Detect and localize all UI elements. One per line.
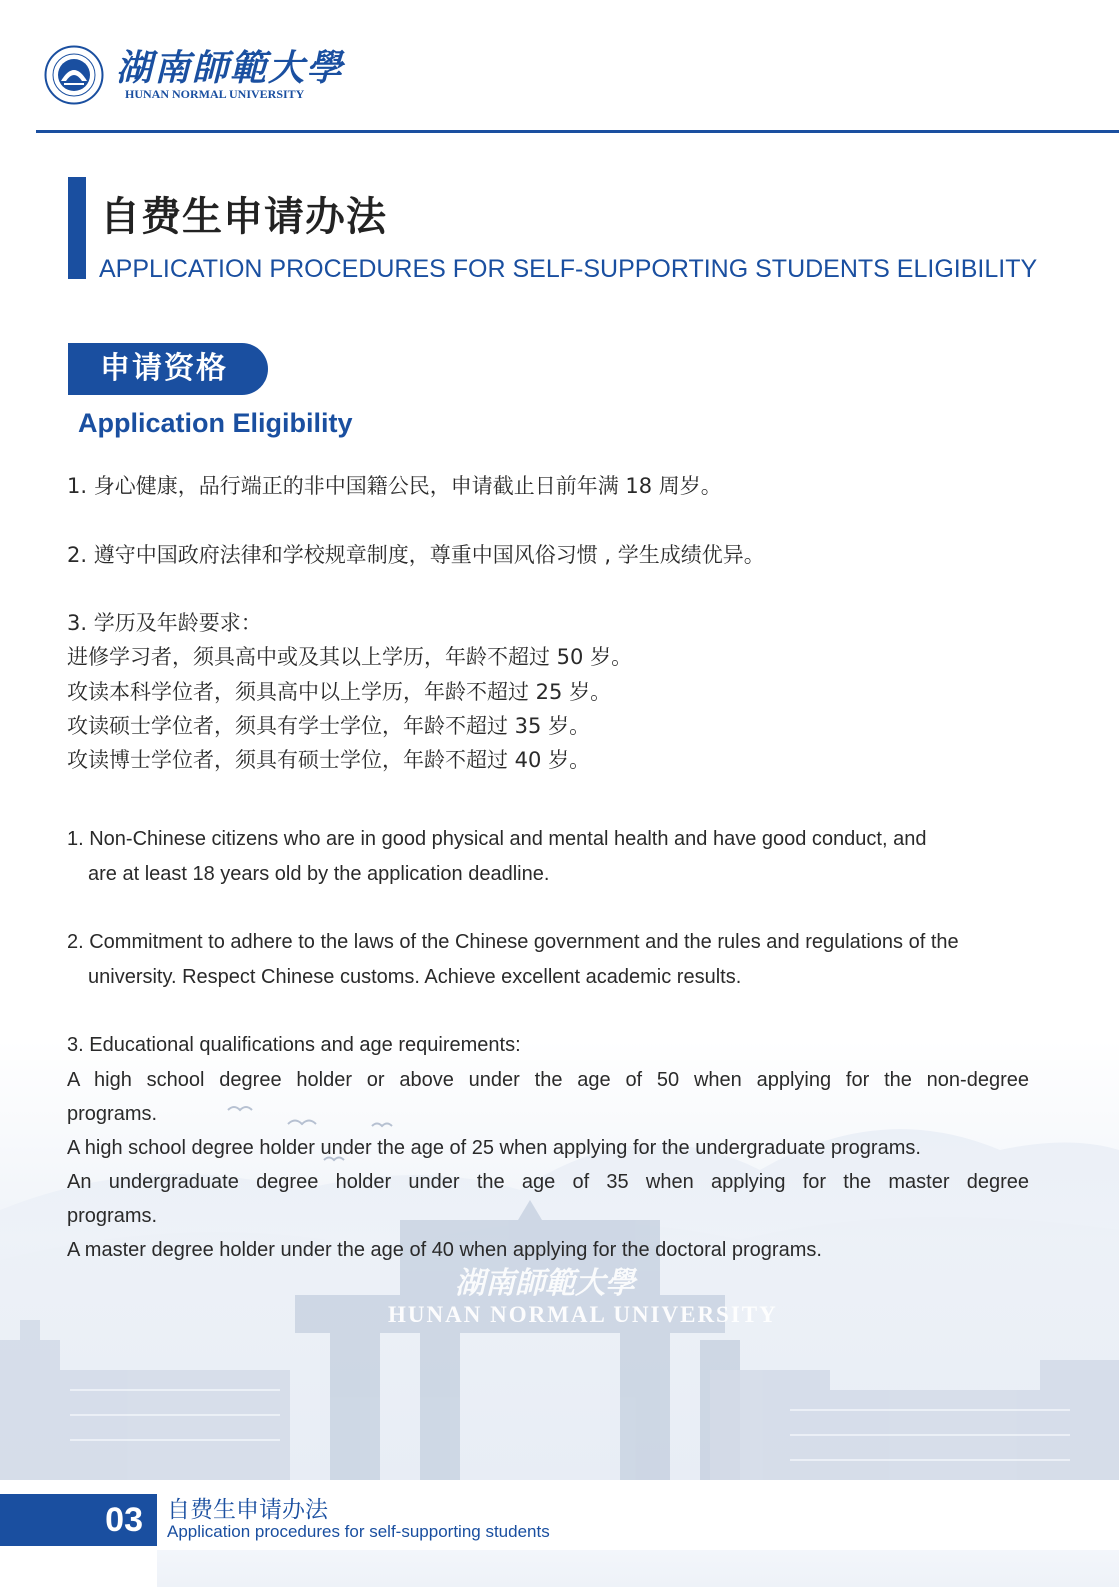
en-item-2: 2. Commitment to adhere to the laws of the Chinese government and the rules and regulations of the: [67, 931, 959, 953]
footer-background: [157, 1550, 1119, 1587]
cn-item-3-title: 3. 学历及年龄要求：: [67, 611, 262, 635]
en-item-3-line-cont: programs.: [67, 1205, 158, 1227]
gate-name-cn: 湖南師範大學: [455, 1266, 635, 1301]
section-heading-cn: 申请资格: [68, 343, 268, 395]
en-item-1-cont: are at least 18 years old by the application deadline.: [88, 863, 550, 885]
cn-item-3-line: 攻读硕士学位者，须具有学士学位，年龄不超过 35 岁。: [67, 714, 591, 738]
page-title-en: APPLICATION PROCEDURES FOR SELF-SUPPORTING STUDENTS ELIGIBILITY: [99, 255, 1038, 283]
cn-item-3-line: 攻读本科学位者，须具高中以上学历，年龄不超过 25 岁。: [67, 680, 612, 704]
footer-title-en: Application procedures for self-supporting students: [167, 1522, 550, 1541]
en-item-3-line: A high school degree holder or above under the age of 50 when applying for the non-degree: [67, 1069, 1029, 1091]
university-name-cn: 湖南師範大學: [116, 47, 345, 89]
footer-title-cn: 自费生申请办法: [167, 1497, 328, 1523]
cn-item-2: 2. 遵守中国政府法律和学校规章制度，尊重中国风俗习惯 , 学生成绩优异。: [67, 543, 765, 567]
en-item-3-line: A master degree holder under the age of 40 when applying for the doctoral programs.: [67, 1239, 822, 1261]
page-number: 03: [0, 1494, 157, 1546]
page-title-cn: 自费生申请办法: [100, 194, 387, 240]
cn-item-1: 1. 身心健康，品行端正的非中国籍公民，申请截止日前年满 18 周岁。: [67, 474, 722, 498]
en-item-3-line: A high school degree holder under the age of 25 when applying for the undergraduate programs.: [67, 1137, 921, 1159]
en-item-3-title: 3. Educational qualifications and age requirements:: [67, 1034, 521, 1056]
university-seal-logo: [44, 45, 104, 105]
title-accent-bar: [68, 177, 86, 279]
cn-item-3-line: 攻读博士学位者，须具有硕士学位，年龄不超过 40 岁。: [67, 748, 591, 772]
en-item-3-line-cont: programs.: [67, 1103, 158, 1125]
cn-item-3-line: 进修学习者，须具高中或及其以上学历，年龄不超过 50 岁。: [67, 645, 633, 669]
gate-name-en: HUNAN NORMAL UNIVERSITY: [388, 1302, 778, 1327]
en-item-1: 1. Non-Chinese citizens who are in good physical and mental health and have good conduct, and: [67, 828, 927, 850]
header-divider: [36, 130, 1119, 133]
university-name-en: HUNAN NORMAL UNIVERSITY: [125, 87, 305, 101]
en-item-2-cont: university. Respect Chinese customs. Achieve excellent academic results.: [88, 966, 742, 988]
en-item-3-line: An undergraduate degree holder under the age of 35 when applying for the master degree: [67, 1171, 1029, 1193]
section-heading-en: Application Eligibility: [78, 408, 353, 438]
